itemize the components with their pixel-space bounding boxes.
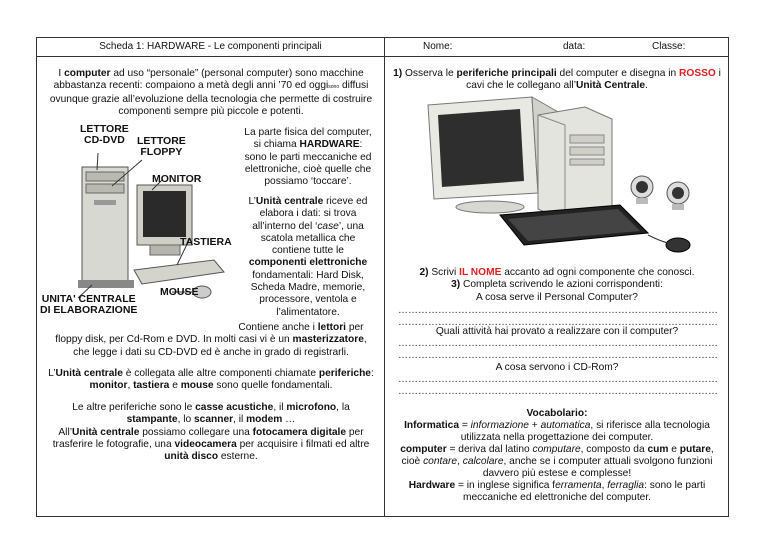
label-monitor: MONITOR — [152, 173, 202, 185]
column-divider — [384, 37, 385, 517]
answer-line-1[interactable]: …………………………………………………………………………………… — [398, 305, 718, 316]
label-floppy: LETTORE FLOPPY — [137, 135, 186, 158]
speaker-left-image — [631, 176, 653, 204]
answer-line-4[interactable]: …………………………………………………………………………………… — [398, 350, 718, 361]
tower-image — [538, 107, 612, 221]
drives-paragraph: Contiene anche i lettori per floppy disk, per Cd-Rom e DVD. In molti casi vi è un masterizzatore, che legge i dati su CD-DVD ed è anche in grado di registrarli. — [55, 322, 367, 358]
answer-line-5[interactable]: …………………………………………………………………………………… — [398, 374, 718, 385]
sheet-title: Scheda 1: HARDWARE - Le componenti principali — [99, 41, 322, 52]
intro-paragraph: I computer ad uso “personale” (personal computer) sono macchine abbastanza recenti: compaiono a metà degli anni ’70 ed oggisono diffusi ovunque grazie all’evoluzione della tecnologia che permette di costruire componenti sempre più piccole e potenti. — [49, 68, 373, 117]
label-central-unit: UNITA' CENTRALE DI ELABORAZIONE — [40, 293, 138, 316]
hardware-paragraph: La parte fisica del computer, si chiama HARDWARE: sono le parti meccaniche ed elettroniche, cioè quelle che possiamo ‘toccare’. — [244, 127, 372, 188]
answer-line-2[interactable]: …………………………………………………………………………………… — [398, 317, 718, 328]
header-divider — [36, 56, 729, 57]
label-mouse: MOUSE — [160, 286, 199, 298]
class-label: Classe: — [652, 41, 686, 52]
central-unit-paragraph: L’Unità centrale riceve ed elabora i dati: si trova all’interno del ‘case’, una scatola metallica che contiene tutte le componenti elettroniche fondamentali: Hard Disk, Scheda Madre, memorie, processore, ventola e l’alimentatore. — [248, 196, 368, 318]
vocabulary-box: Vocabolario: Informatica = informazione + automatica, si riferisce alla tecnologia utilizzata nella progettazione dei computer. computer = deriva dal latino computare, composto da cum e putare, cioè contare, calcolare, anche se i computer attuali svolgono funzioni davvero più estese e complesse! Hardware = in inglese significa ferramenta, ferraglia: sono le parti meccaniche ed elettroniche del computer. — [400, 408, 714, 503]
computer-tower-image — [78, 167, 134, 288]
mouse-photo-image — [666, 238, 690, 252]
speaker-right-image — [667, 182, 689, 210]
question-activities: Quali attività hai provato a realizzare con il computer? — [435, 326, 679, 337]
question-1: 1) Osserva le periferiche principali del computer e disegna in ROSSO i cavi che le collegano all’Unità Centrale. — [393, 68, 721, 92]
label-keyboard: TASTIERA — [180, 236, 232, 248]
name-label: Nome: — [423, 41, 453, 52]
keyboard-photo-image — [500, 205, 648, 245]
other-peripherals-paragraph: Le altre periferiche sono le casse acustiche, il microfono, la stampante, lo scanner, il modem … All’Unità centrale possiamo collegare una fotocamera digitale per trasferire le fotografie, una videocamera per acquisire i filmati ed altre unità disco esterne. — [52, 402, 370, 463]
vocabulary-title: Vocabolario: — [526, 408, 588, 419]
label-cd-dvd: LETTORE CD-DVD — [80, 123, 129, 146]
keyboard-image — [134, 260, 224, 284]
question-2-3: 2) Scrivi IL NOME accanto ad ogni componente che conosci. 3) Completa scrivendo le azioni corrispondenti: A cosa serve il Personal Computer? — [419, 267, 695, 303]
computer-photo-illustration — [420, 95, 710, 265]
question-cdrom: A cosa servono i CD-Rom? — [495, 362, 619, 373]
date-label: data: — [563, 41, 586, 52]
answer-line-6[interactable]: …………………………………………………………………………………… — [398, 386, 718, 397]
answer-line-3[interactable]: …………………………………………………………………………………… — [398, 338, 718, 349]
peripherals-paragraph: L’Unità centrale è collegata alle altre componenti chiamate periferiche: monitor, tastiera e mouse sono quelle fondamentali. — [48, 368, 374, 392]
